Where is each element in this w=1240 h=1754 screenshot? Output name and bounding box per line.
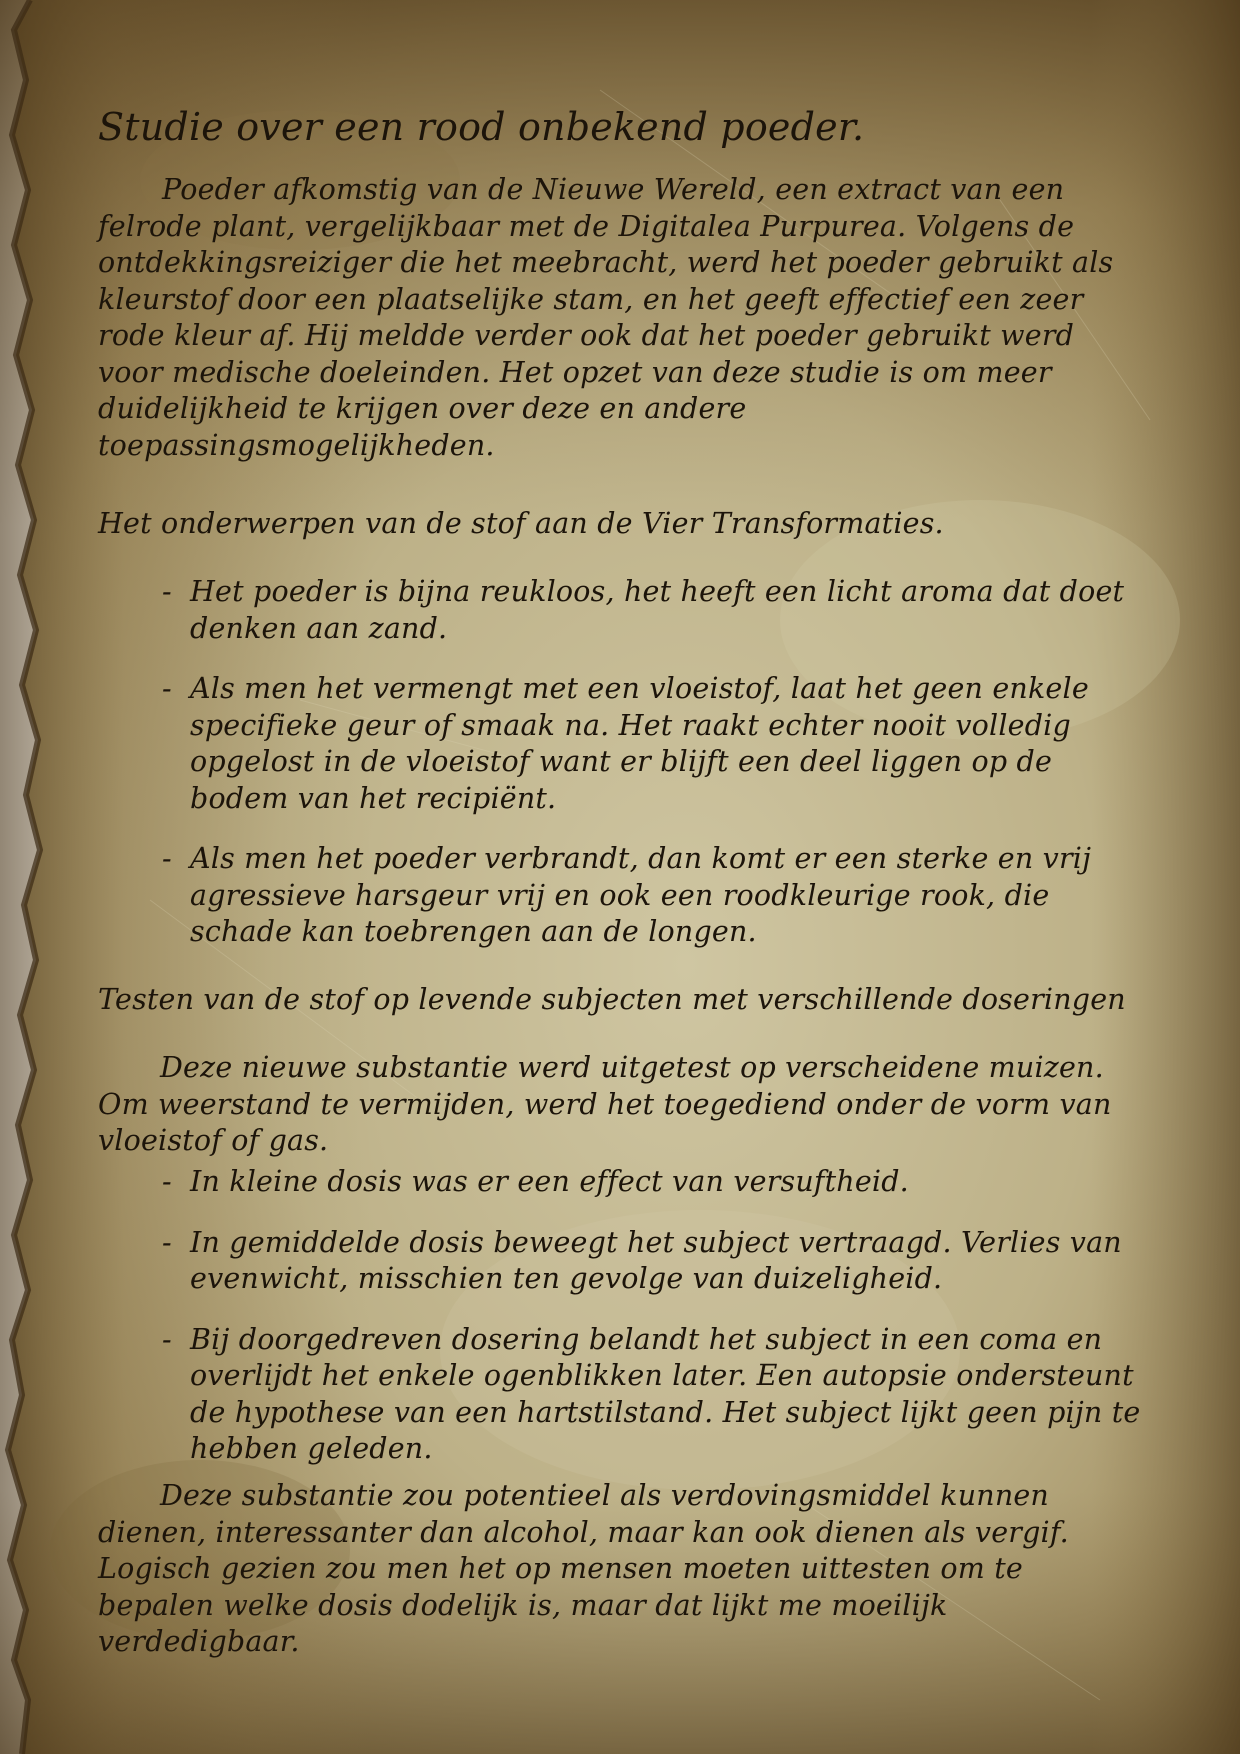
list-marker: - (162, 1165, 172, 1198)
list-item-text: Het poeder is bijna reukloos, het heeft een licht aroma dat doet denken aan zand. (190, 575, 1125, 645)
list-item-text: Als men het vermengt met een vloeistof, laat het geen enkele specifieke geur of smaak na. Het raakt echter nooit volledig opgelost in de vloeistof want er blijft een deel liggen op de bodem van het recipiënt. (190, 672, 1089, 815)
list-marker: - (162, 672, 172, 705)
list-item (162, 671, 1152, 817)
section-heading-transformations: Het onderwerpen van de stof aan de Vier Transformaties. (98, 507, 944, 540)
list-item-text: Bij doorgedreven dosering belandt het subject in een coma en overlijdt het enkele ogenblikken later. Een autopsie ondersteunt de hypothese van een hartstilstand. Het subject lijkt geen pijn te hebben geleden. (190, 1322, 1141, 1465)
list-marker: - (162, 1322, 172, 1356)
list-item (162, 1164, 1172, 1201)
list-item-text: Als men het poeder verbrandt, dan komt er een sterke en vrij agressieve harsgeur vrij en ook een roodkleurige rook, die schade kan toebrengen aan de longen. (190, 842, 1092, 948)
list-item (162, 1322, 1172, 1468)
tests-intro-paragraph: Deze nieuwe substantie werd uitgetest op verscheidene muizen. Om weerstand te vermijden, werd het toegediend onder de vorm van vloeistof of gas. (98, 1051, 1112, 1157)
section-heading-tests: Testen van de stof op levende subjecten met verschillende doseringen (98, 983, 1126, 1016)
conclusion-paragraph: Deze substantie zou potentieel als verdovingsmiddel kunnen dienen, interessanter dan alcohol, maar kan ook dienen als vergif. Logisch gezien zou men het op mensen moeten uittesten om te bepalen welke dosis dodelijk is, maar dat lijkt me moeilijk verdedigbaar. (98, 1479, 1069, 1658)
list-marker: - (162, 842, 172, 875)
document-title: Studie over een rood onbekend poeder. (98, 105, 865, 149)
transformations-list (162, 574, 1152, 975)
list-marker: - (162, 575, 172, 608)
intro-paragraph: Poeder afkomstig van de Nieuwe Wereld, een extract van een felrode plant, vergelijkbaar met de Digitalea Purpurea. Volgens de ontdekkingsreiziger die het meebracht, werd het poeder gebruikt als kleurstof door een plaatselijke stam, en het geeft effectief een zeer rode kleur af. Hij meldde verder ook dat het poeder gebruikt werd voor medische doeleinden. Het opzet van deze studie is om meer duidelijkheid te krijgen over deze en andere toepassingsmogelijkheden. (98, 173, 1114, 462)
list-item (162, 574, 1152, 647)
list-item (162, 841, 1152, 951)
list-marker: - (162, 1225, 172, 1259)
list-item (162, 1225, 1172, 1298)
list-item-text: In kleine dosis was er een effect van versuftheid. (190, 1165, 909, 1198)
list-item-text: In gemiddelde dosis beweegt het subject vertraagd. Verlies van evenwicht, misschien ten gevolge van duizeligheid. (190, 1225, 1122, 1295)
dosage-list (162, 1164, 1172, 1492)
